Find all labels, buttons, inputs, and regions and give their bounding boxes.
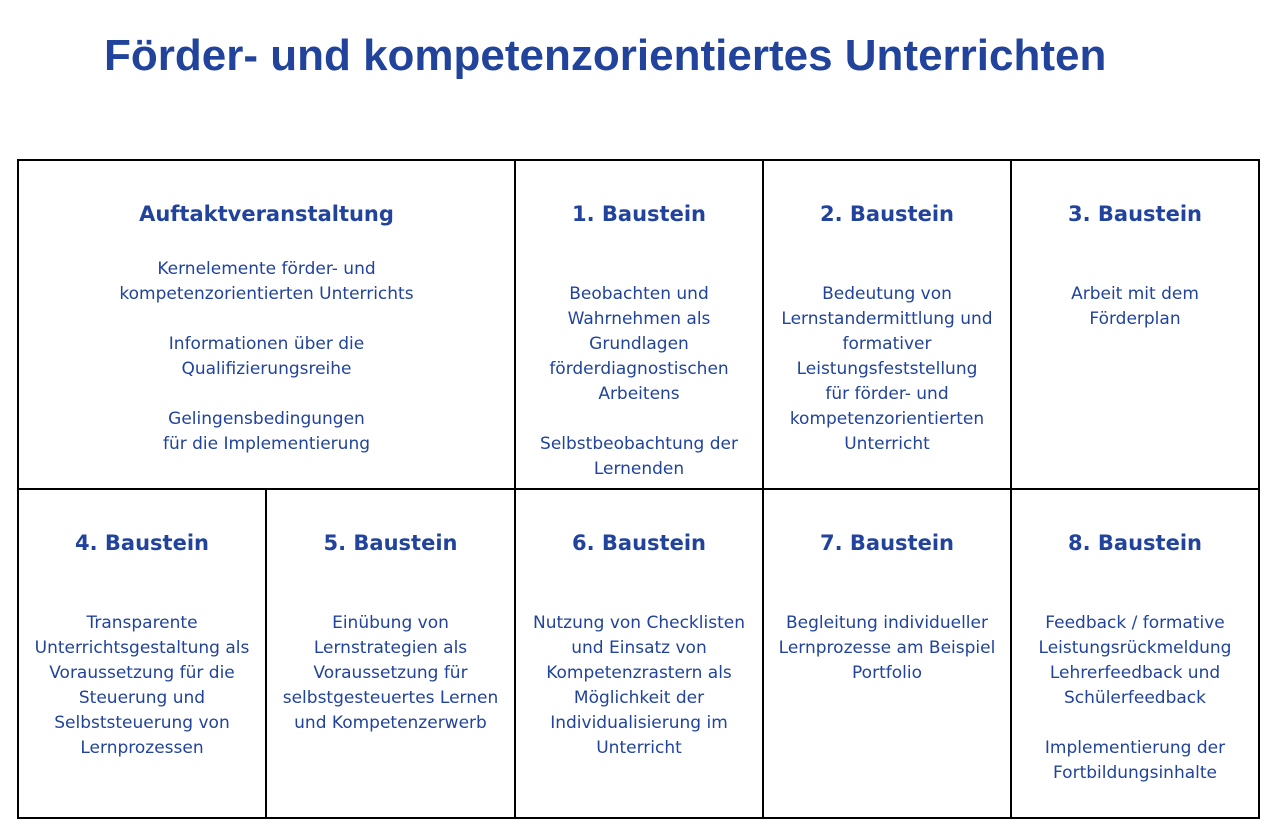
cell-paragraph: Selbstbeobachtung der Lernenden: [540, 434, 738, 479]
cell-paragraph: Informationen über die Qualifizierungsreihe: [168, 334, 365, 379]
cell-heading: 4. Baustein: [75, 531, 209, 555]
cell-paragraph: Implementierung der Fortbildungsinhalte: [1044, 738, 1226, 783]
cell-heading: 8. Baustein: [1068, 531, 1202, 555]
cell-paragraph: Nutzung von Checklisten und Einsatz von Kompetenzrastern als Möglichkeit der Individualisierung im Unterricht: [533, 613, 745, 758]
cell-paragraph: Begleitung individueller Lernprozesse am Beispiel Portfolio: [778, 613, 996, 683]
cell-paragraph: Beobachten und Wahrnehmen als Grundlagen förderdiagnostischen Arbeitens: [549, 284, 729, 404]
cell-heading: 3. Baustein: [1068, 202, 1202, 226]
cell-heading: 5. Baustein: [323, 531, 458, 555]
cell-paragraph: Arbeit mit dem Förderplan: [1071, 284, 1199, 329]
cell-heading: 7. Baustein: [820, 531, 954, 555]
cell-heading: Auftaktveranstaltung: [139, 202, 394, 226]
cell-heading: 2. Baustein: [820, 202, 954, 226]
cell-paragraph: Einübung von Lernstrategien als Voraussetzung für selbstgesteuertes Lernen und Kompetenzerwerb: [282, 613, 499, 733]
cell-heading: 1. Baustein: [572, 202, 706, 226]
cell-paragraph: Transparente Unterrichtsgestaltung als Voraussetzung für die Steuerung und Selbststeuerung von Lernprozessen: [34, 613, 250, 758]
cell-paragraph: Kernelemente förder- und kompetenzorientierten Unterrichts: [119, 259, 414, 304]
cell-paragraph: Feedback / formative Leistungsrückmeldung Lehrerfeedback und Schülerfeedback: [1038, 613, 1232, 708]
cell-paragraph: Bedeutung von Lernstandermittlung und formativer Leistungsfeststellung für förder- und kompetenzorientierten Unterricht: [781, 284, 993, 454]
cell-paragraph: Gelingensbedingungen für die Implementierung: [162, 409, 371, 454]
cell-heading: 6. Baustein: [572, 531, 706, 555]
page-title: Förder- und kompetenzorientiertes Unterrichten: [104, 31, 1107, 80]
